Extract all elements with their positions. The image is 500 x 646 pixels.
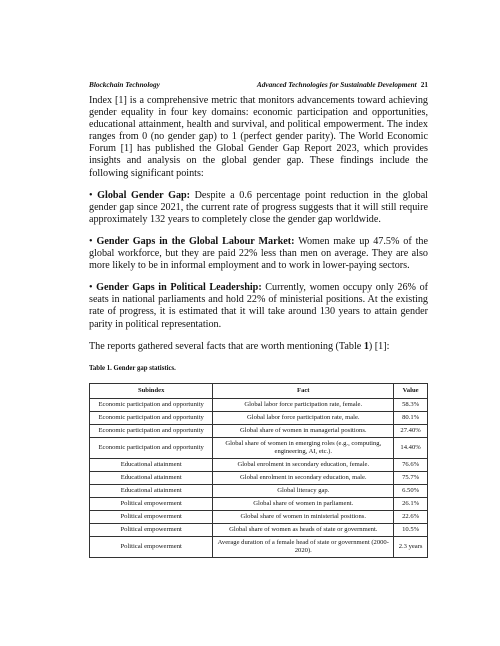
- table-header-row: [90, 383, 428, 398]
- closing-text-end: ) [1]:: [368, 340, 390, 352]
- table-row: [90, 411, 428, 424]
- cell-value: 27.40%: [394, 424, 428, 437]
- cell-value: 6.50%: [394, 484, 428, 497]
- table-row: [90, 471, 428, 484]
- cell-subindex: Political empowerment: [90, 497, 213, 510]
- header-fact: Fact: [213, 383, 394, 398]
- header-right: [257, 80, 428, 89]
- cell-value: 80.1%: [394, 411, 428, 424]
- cell-subindex: Educational attainment: [90, 471, 213, 484]
- bullet-title: Gender Gaps in the Global Labour Market:: [96, 235, 295, 247]
- cell-subindex: Political empowerment: [90, 536, 213, 557]
- cell-fact: Global share of women as heads of state or government.: [213, 523, 394, 536]
- bullet-text: Despite a 0.6 percentage point reduction in the global gender gap since 2021, the current rate of progress suggests that it will still require approximately 132 years to completely close the gender gap worldwide.: [89, 189, 428, 225]
- header-value: Value: [394, 383, 428, 398]
- cell-fact: Global enrolment in secondary education, male.: [213, 471, 394, 484]
- bullet-political-leadership: • Gender Gaps in Political Leadership: Currently, women occupy only 26% of seats in national parliaments and hold 22% of ministerial positions. At the existing rate of progress, it is estimated that it will take around 130 years to attain gender parity in political representation.: [89, 282, 428, 330]
- cell-fact: Global enrolment in secondary education, female.: [213, 458, 394, 471]
- cell-value: 26.1%: [394, 497, 428, 510]
- cell-fact: Global share of women in parliament.: [213, 497, 394, 510]
- bullet-title: Global Gender Gap:: [97, 189, 191, 201]
- cell-fact: Global share of women in emerging roles (e.g., computing, engineering, AI, etc.).: [213, 437, 394, 458]
- page-number: 21: [420, 80, 428, 89]
- bullet-text: Currently, women occupy only 26% of seats in national parliaments and hold 22% of ministerial positions. At the existing rate of progress, it is estimated that it will take around 130 years to attain gender parity in political representation.: [89, 282, 428, 330]
- bullet-global-gender-gap: • Global Gender Gap: Despite a 0.6 percentage point reduction in the global gender gap since 2021, the current rate of progress suggests that it will still require approximately 132 years to completely close the gender gap worldwide.: [89, 189, 428, 225]
- gender-gap-table: [89, 383, 428, 558]
- bullet-labour-market: • Gender Gaps in the Global Labour Market: Women make up 47.5% of the global workforce, but they are paid 22% less than men on average. They are also more likely to be in informal employment and to work in lower-paying sectors.: [89, 235, 428, 272]
- bullet-title: Gender Gaps in Political Leadership:: [96, 282, 262, 294]
- table-row: [90, 398, 428, 411]
- intro-paragraph: Index [1] is a comprehensive metric that monitors advancements toward achieving gender equality in four key domains: economic participation and opportunities, educational attainment, health and survival, and political empowerment. The index ranges from 0 (no gender gap) to 1 (perfect gender parity). The World Economic Forum [1] has published the Global Gender Gap Report 2023, which provides insights and analysis on the global gender gap. These findings include the following significant points:: [89, 95, 428, 179]
- cell-fact: Global literacy gap.: [213, 484, 394, 497]
- cell-value: 22.6%: [394, 510, 428, 523]
- table-row: [90, 437, 428, 458]
- closing-text: The reports gathered several facts that are worth mentioning (Table: [89, 340, 364, 352]
- table-row: [90, 458, 428, 471]
- header-left: Blockchain Technology: [89, 80, 160, 89]
- table-row: [90, 536, 428, 557]
- header-right-title: Advanced Technologies for Sustainable Development: [256, 80, 417, 89]
- running-header: [89, 80, 428, 89]
- cell-value: 10.5%: [394, 523, 428, 536]
- cell-fact: Average duration of a female head of state or government (2000-2020).: [213, 536, 394, 557]
- cell-subindex: Educational attainment: [90, 458, 213, 471]
- table-row: [90, 424, 428, 437]
- cell-fact: Global share of women in managerial positions.: [213, 424, 394, 437]
- table-reference: 1: [363, 340, 369, 352]
- cell-fact: Global share of women in ministerial positions.: [213, 510, 394, 523]
- cell-subindex: Economic participation and opportunity: [90, 424, 213, 437]
- cell-fact: Global labor force participation rate, male.: [213, 411, 394, 424]
- table-caption: Table 1. Gender gap statistics.: [89, 364, 176, 372]
- table-row: [90, 497, 428, 510]
- cell-subindex: Economic participation and opportunity: [90, 398, 213, 411]
- header-subindex: Subindex: [90, 383, 213, 398]
- cell-value: 2.3 years: [394, 536, 428, 557]
- cell-fact: Global labor force participation rate, female.: [213, 398, 394, 411]
- cell-subindex: Economic participation and opportunity: [90, 411, 213, 424]
- cell-subindex: Political empowerment: [90, 510, 213, 523]
- cell-subindex: Educational attainment: [90, 484, 213, 497]
- cell-subindex: Economic participation and opportunity: [90, 437, 213, 458]
- bullet-text: Women make up 47.5% of the global workforce, but they are paid 22% less than men on average. They are also more likely to be in informal employment and to work in lower-paying sectors.: [89, 235, 428, 272]
- table-row: [90, 523, 428, 536]
- cell-value: 76.6%: [394, 458, 428, 471]
- table-row: [90, 484, 428, 497]
- cell-subindex: Political empowerment: [90, 523, 213, 536]
- closing-paragraph: [89, 341, 428, 353]
- cell-value: 75.7%: [394, 471, 428, 484]
- table-row: [90, 510, 428, 523]
- cell-value: 58.3%: [394, 398, 428, 411]
- cell-value: 14.40%: [394, 437, 428, 458]
- page-body: [89, 95, 428, 558]
